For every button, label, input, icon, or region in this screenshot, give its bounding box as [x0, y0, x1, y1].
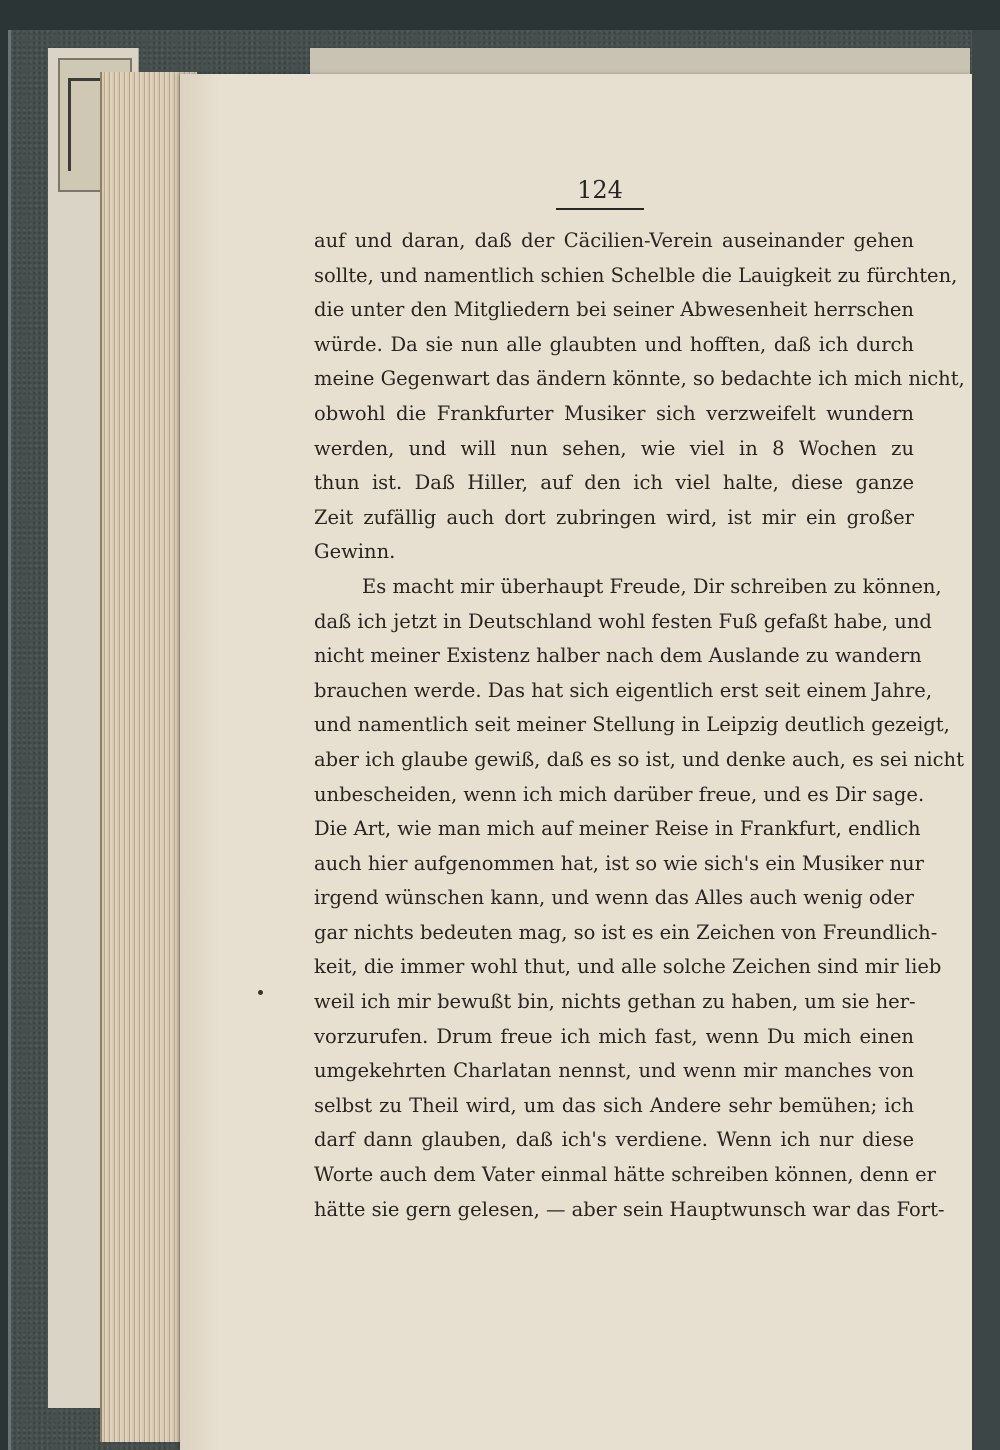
- text-line: hätte sie gern gelesen, — aber sein Hauptwunsch war das Fort-: [314, 1197, 945, 1221]
- text-line: Zeit zufällig auch dort zubringen wird, ist mir ein großer: [314, 505, 914, 529]
- text-line: weil ich mir bewußt bin, nichts gethan zu haben, um sie her-: [314, 990, 916, 1014]
- page-body-text: [314, 224, 965, 1227]
- text-line: obwohl die Frankfurter Musiker sich verzweifelt wundern: [314, 401, 914, 425]
- text-line: brauchen werde. Das hat sich eigentlich erst seit einem Jahre,: [314, 678, 933, 702]
- page-number-rule: [556, 208, 644, 210]
- text-line: sollte, und namentlich schien Schelble die Lauigkeit zu fürchten,: [314, 263, 958, 287]
- page-number: 124: [577, 176, 623, 204]
- text-line: unbescheiden, wenn ich mich darüber freue, und es Dir sage.: [314, 782, 925, 806]
- text-line: gar nichts bedeuten mag, so ist es ein Zeichen von Freundlich-: [314, 920, 938, 944]
- text-line: keit, die immer wohl thut, und alle solche Zeichen sind mir lieb: [314, 955, 942, 979]
- text-line: vorzurufen. Drum freue ich mich fast, wenn Du mich einen: [314, 1024, 914, 1048]
- text-line: Worte auch dem Vater einmal hätte schreiben können, denn er: [314, 1163, 936, 1187]
- text-line: die unter den Mitgliedern bei seiner Abwesenheit herrschen: [314, 298, 914, 322]
- text-line: Gewinn.: [314, 540, 396, 564]
- top-paper-strip: [310, 48, 970, 75]
- text-line: daß ich jetzt in Deutschland wohl festen Fuß gefaßt habe, und: [314, 609, 932, 633]
- right-cover-edge: [972, 30, 1000, 1450]
- text-line: selbst zu Theil wird, um das sich Andere sehr bemühen; ich: [314, 1093, 914, 1117]
- text-line: darf dann glauben, daß ich's verdiene. Wenn ich nur diese: [314, 1128, 914, 1152]
- text-line: meine Gegenwart das ändern könnte, so bedachte ich mich nicht,: [314, 367, 965, 391]
- text-line: und namentlich seit meiner Stellung in Leipzig deutlich gezeigt,: [314, 713, 950, 737]
- text-line: Die Art, wie man mich auf meiner Reise in Frankfurt, endlich: [314, 817, 921, 841]
- text-line: würde. Da sie nun alle glaubten und hofften, daß ich durch: [314, 332, 914, 356]
- text-line: auf und daran, daß der Cäcilien-Verein auseinander gehen: [314, 229, 914, 252]
- text-line: aber ich glaube gewiß, daß es so ist, und denke auch, es sei nicht: [314, 747, 964, 771]
- text-line: umgekehrten Charlatan nennst, und wenn mir manches von: [314, 1059, 914, 1083]
- margin-mark: [258, 990, 263, 995]
- text-line: Es macht mir überhaupt Freude, Dir schreiben zu können,: [362, 574, 942, 598]
- text-line: thun ist. Daß Hiller, auf den ich viel halte, diese ganze: [314, 471, 914, 495]
- text-line: werden, und will nun sehen, wie viel in 8 Wochen zu: [314, 436, 914, 460]
- text-line: auch hier aufgenommen hat, ist so wie sich's ein Musiker nur: [314, 851, 924, 875]
- text-line: irgend wünschen kann, und wenn das Alles auch wenig oder: [314, 886, 914, 910]
- text-line: nicht meiner Existenz halber nach dem Auslande zu wandern: [314, 644, 922, 668]
